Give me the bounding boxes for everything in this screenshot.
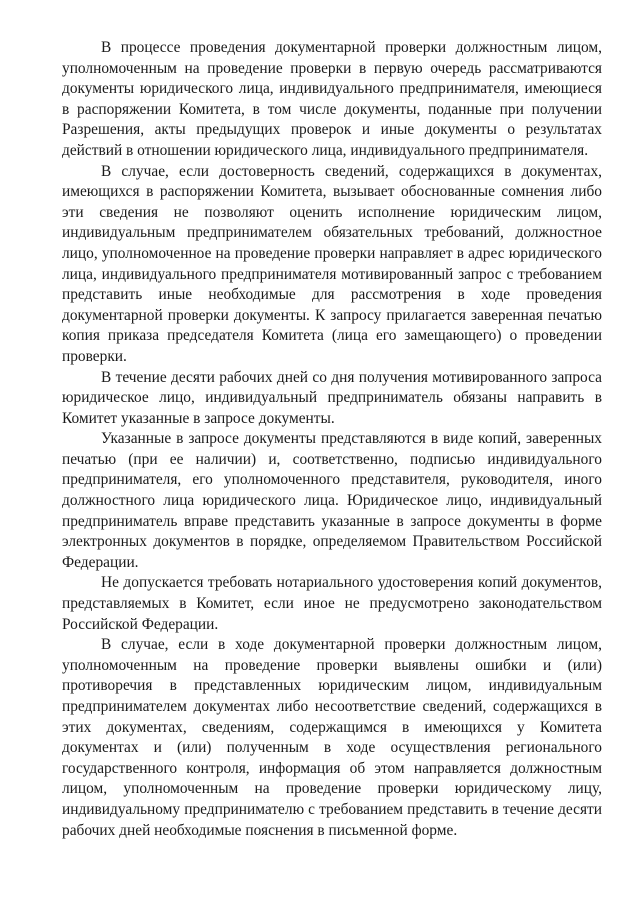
paragraph-document-certification: Указанные в запросе документы представляются в виде копий, заверенных печатью (при ее наличии) и, соответственно, подписью индивидуального предпринимателя, его уполномоченного представителя, руководителя, иного должностного лица юридического лица. Юридическое лицо, индивидуальный предприниматель вправе представить указанные в запросе документы в форме электронных документов в порядке, определяемом Правительством Российской Федерации. (62, 430, 602, 571)
paragraph-notarization-prohibition: Не допускается требовать нотариального удостоверения копий документов, представляемых в Комитет, если иное не предусмотрено законодательством Российской Федерации. (62, 574, 602, 633)
paragraph-information-request: В случае, если достоверность сведений, содержащихся в документах, имеющихся в распоряжении Комитета, вызывает обоснованные сомнения либо эти сведения не позволяют оценить исполнение юридическим лицом, индивидуальным предпринимателем обязательных требований, должностное лицо, уполномоченное на проведение проверки направляет в адрес юридического лица, индивидуального предпринимателя мотивированный запрос с требованием представить иные необходимые для рассмотрения в ходе проведения документарной проверки документы. К запросу прилагается заверенная печатью копия приказа председателя Комитета (лица его замещающего) о проведении проверки. (62, 162, 602, 365)
paragraph-review-order: В процессе проведения документарной проверки должностным лицом, уполномоченным на проведение проверки в первую очередь рассматриваются документы юридического лица, индивидуального предпринимателя, имеющиеся в распоряжении Комитета, в том числе документы, поданные при получении Разрешения, акты предыдущих проверок и иные документы о результатах действий в отношении юридического лица, индивидуального предпринимателя. (62, 39, 602, 159)
paragraph-submission-deadline: В течение десяти рабочих дней со дня получения мотивированного запроса юридическое лицо, индивидуальный предприниматель обязаны направить в Комитет указанные в запросе документы. (62, 368, 602, 427)
paragraph-errors-explanation: В случае, если в ходе документарной проверки должностным лицом, уполномоченным на проведение проверки выявлены ошибки и (или) противоречия в представленных юридическим лицом, индивидуальным предпринимателем документах либо несоответствие сведений, содержащихся в этих документах, сведениям, содержащимся в имеющихся у Комитета документах и (или) полученным в ходе осуществления регионального государственного контроля, информация об этом направляется должностным лицом, уполномоченным на проведение проверки юридическому лицу, индивидуальному предпринимателю с требованием представить в течение десяти рабочих дней необходимые пояснения в письменной форме. (62, 636, 602, 839)
document-body (62, 38, 602, 841)
